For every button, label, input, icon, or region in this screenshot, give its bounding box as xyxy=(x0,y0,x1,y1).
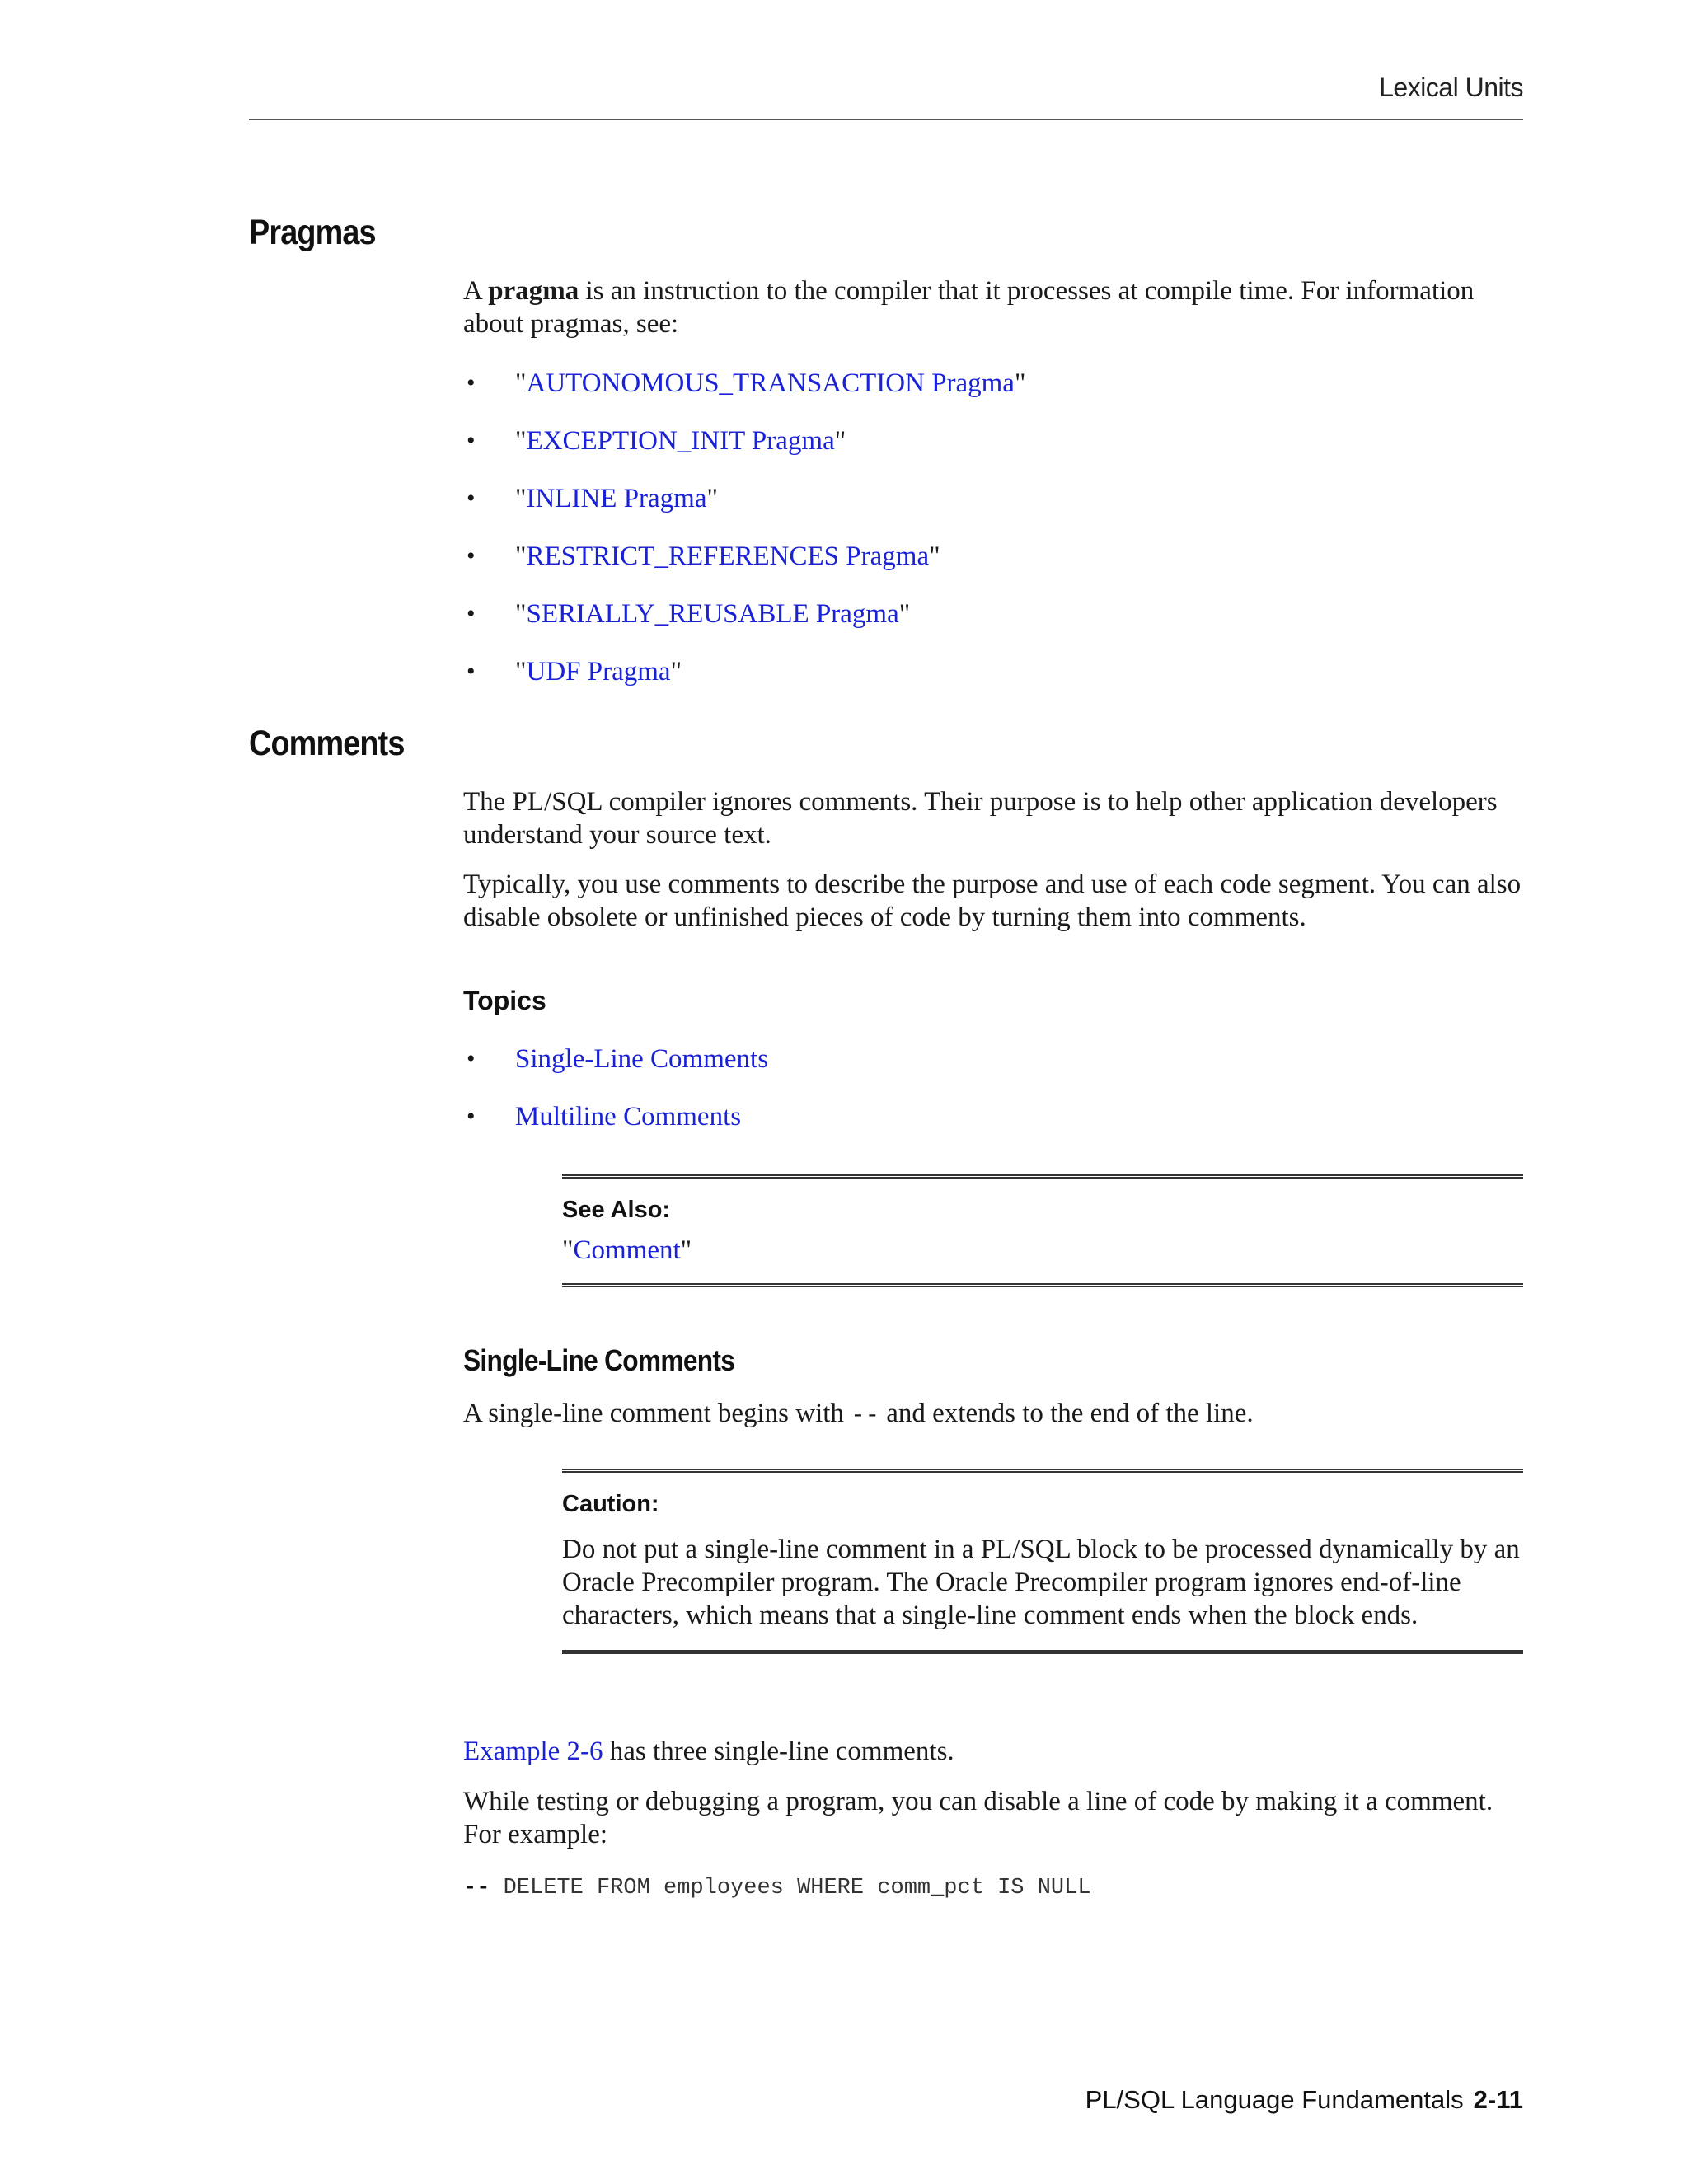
topics-label: Topics xyxy=(463,986,546,1015)
single-line-intro-before: A single-line comment begins with xyxy=(463,1399,851,1428)
caution-label: Caution: xyxy=(562,1491,659,1517)
link-udf-pragma[interactable]: UDF Pragma xyxy=(526,657,671,687)
comments-para-1: The PL/SQL compiler ignores comments. Their purpose is to help other application developers understand your source text. xyxy=(463,787,1498,850)
example-reference-rest: has three single-line comments. xyxy=(603,1736,954,1766)
list-item: • "INLINE Pragma" xyxy=(467,484,718,513)
link-inline-pragma[interactable]: INLINE Pragma xyxy=(526,484,707,513)
see-also-text: "Comment" xyxy=(562,1235,692,1265)
code-comment-marker: -- xyxy=(463,1876,490,1900)
pragmas-intro-rest: is an instruction to the compiler that it processes at compile time. For information about pragmas, see: xyxy=(463,276,1475,339)
list-item: • "SERIALLY_REUSABLE Pragma" xyxy=(467,599,911,629)
single-line-intro xyxy=(463,1397,1526,1432)
pragma-term: pragma xyxy=(488,276,579,306)
link-example-2-6[interactable]: Example 2-6 xyxy=(463,1736,603,1766)
pragma-link-list xyxy=(463,367,1025,713)
inline-code-double-dash: -- xyxy=(851,1402,879,1429)
comments-para-2: Typically, you use comments to describe the purpose and use of each code segment. You can also disable obsolete or unfinished pieces of code by turning them into comments. xyxy=(463,869,1522,932)
bullet-icon: • xyxy=(467,1045,476,1072)
pragmas-intro xyxy=(463,274,1526,340)
link-multiline-comments[interactable]: Multiline Comments xyxy=(515,1102,742,1132)
bullet-icon: • xyxy=(467,485,476,512)
code-text: DELETE FROM employees WHERE comm_pct IS NULL xyxy=(490,1876,1091,1900)
list-item: • "RESTRICT_REFERENCES Pragma" xyxy=(467,541,940,571)
bullet-icon: • xyxy=(467,1103,476,1130)
bullet-icon: • xyxy=(467,369,476,396)
single-line-intro-after: and extends to the end of the line. xyxy=(879,1399,1254,1428)
list-item: • "AUTONOMOUS_TRANSACTION Pragma" xyxy=(467,368,1026,398)
list-item xyxy=(463,1043,768,1100)
caution-box xyxy=(562,1469,1523,1654)
page-header xyxy=(249,73,1523,120)
example-reference xyxy=(463,1735,1526,1768)
link-autonomous-transaction-pragma[interactable]: AUTONOMOUS_TRANSACTION Pragma xyxy=(526,368,1015,398)
bullet-icon: • xyxy=(467,542,476,569)
link-single-line-comments[interactable]: Single-Line Comments xyxy=(515,1044,769,1074)
testing-para: While testing or debugging a program, you can disable a line of code by making it a comment. For example: xyxy=(463,1787,1493,1849)
running-title: Lexical Units xyxy=(1379,73,1523,102)
list-item: • "EXCEPTION_INIT Pragma" xyxy=(467,426,846,456)
footer-title: PL/SQL Language Fundamentals xyxy=(1085,2085,1464,2114)
topics-list xyxy=(463,1043,768,1158)
bullet-icon: • xyxy=(467,600,476,627)
code-example xyxy=(463,1876,1091,1900)
see-also-label: See Also: xyxy=(562,1197,671,1223)
link-exception-init-pragma[interactable]: EXCEPTION_INIT Pragma xyxy=(526,426,835,456)
list-item xyxy=(463,1100,768,1158)
see-also-box xyxy=(562,1174,1523,1287)
bullet-icon: • xyxy=(467,658,476,685)
link-restrict-references-pragma[interactable]: RESTRICT_REFERENCES Pragma xyxy=(526,541,930,571)
subsection-heading-single-line-comments: Single-Line Comments xyxy=(463,1343,735,1377)
section-heading-pragmas: Pragmas xyxy=(249,213,376,252)
list-item: • "UDF Pragma" xyxy=(467,657,682,687)
bullet-icon: • xyxy=(467,427,476,454)
page-number: 2-11 xyxy=(1473,2085,1523,2114)
link-serially-reusable-pragma[interactable]: SERIALLY_REUSABLE Pragma xyxy=(526,599,899,629)
page-footer xyxy=(1085,2085,1523,2115)
section-heading-comments: Comments xyxy=(249,724,405,763)
link-comment[interactable]: Comment xyxy=(573,1235,681,1265)
caution-text: Do not put a single-line comment in a PL/SQL block to be processed dynamically by an Oracle Precompiler program. The Oracle Precompiler program ignores end-of-line characters, which means that a single-line comment ends when the block ends. xyxy=(562,1535,1520,1630)
pragmas-intro-prefix: A xyxy=(463,276,489,306)
